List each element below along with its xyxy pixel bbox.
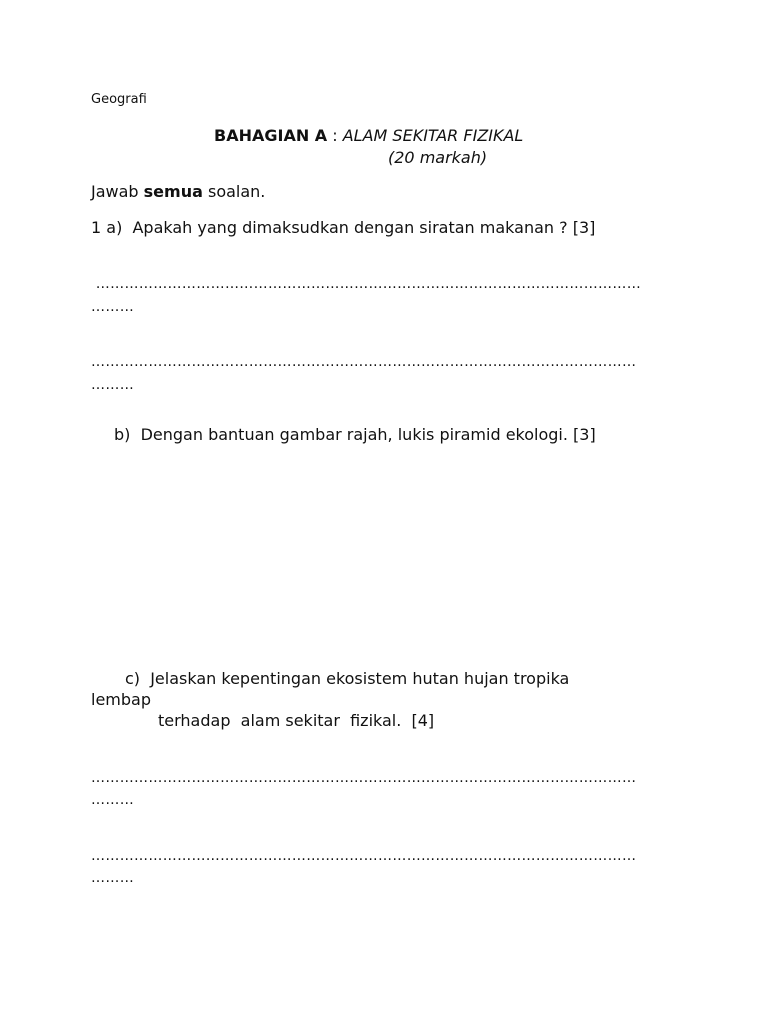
question-1c-line1: c) Jelaskan kepentingan ekosistem hutan hujan tropika [125,669,570,688]
question-1a: 1 a) Apakah yang dimaksudkan dengan siratan makanan ? [3] [91,218,596,237]
instruction-suffix: soalan. [202,182,266,201]
answer-line-1a-2-cont: ……… [91,377,135,393]
instruction [91,182,265,201]
answer-line-1c-1: …………………………………………………………………………………………………… [91,770,637,786]
question-1b: b) Dengan bantuan gambar rajah, lukis piramid ekologi. [3] [114,425,596,444]
question-1c-line2: lembap [91,690,151,709]
answer-line-1c-2: …………………………………………………………………………………………………… [91,848,637,864]
section-title [214,126,523,145]
answer-line-1a-2: …………………………………………………………………………………………………… [91,354,637,370]
instruction-emphasis: semua [143,182,203,201]
answer-line-1a-1-cont: ……… [91,299,135,315]
section-topic: ALAM SEKITAR FIZIKAL [342,126,524,145]
answer-line-1c-1-cont: ……… [91,792,135,808]
answer-line-1c-2-cont: ……… [91,870,135,886]
section-label: BAHAGIAN A [214,126,328,145]
instruction-prefix: Jawab [91,182,144,201]
title-separator: : [327,126,343,145]
question-1c-line3: terhadap alam sekitar fizikal. [4] [158,711,435,730]
subject-header: Geografi [91,92,147,107]
answer-line-1a-1: …………………………………………………………………………………………………… [91,276,642,292]
section-marks: (20 markah) [388,148,488,167]
